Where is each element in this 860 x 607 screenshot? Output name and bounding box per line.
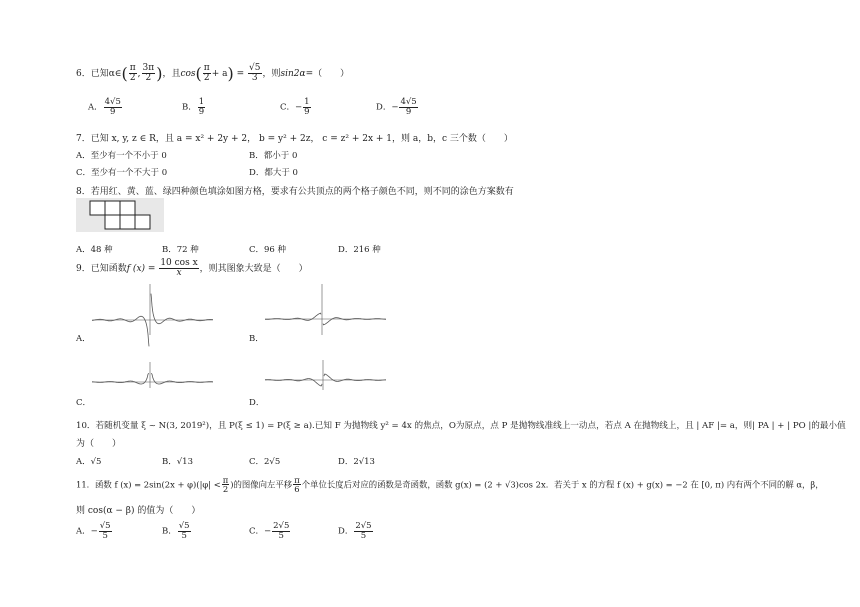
grid-cell xyxy=(120,201,135,215)
q11-stem-line1: 11．函数 f (x) = 2sin(2x + φ)(|φ| < $\frac{\pi}{2}$ )的图像向左平移 $\frac{\pi}{6}$ 个单位长度后对应的函数是奇函数，函数 g(x) = (2 + √3)cos 2x．若关于 x 的方程 f (x) + g(x) = −2 在 [0, π) 内有两个不同的解 α，β， xyxy=(76,475,824,495)
q11-option-c[interactable]: C．− $\frac{2√5}{5}$ xyxy=(249,521,290,541)
q9-option-c-label[interactable]: C． xyxy=(76,398,92,408)
q10-option-c[interactable]: C．2√5 xyxy=(249,457,281,467)
q6-option-a[interactable]: A． $\frac{4√5}{9}$ xyxy=(88,97,121,117)
q10-option-a[interactable]: A．√5 xyxy=(76,457,102,467)
q7-option-b[interactable]: B．都小于 0 xyxy=(249,151,298,161)
q8-option-b[interactable]: B．72 种 xyxy=(162,245,199,255)
q10-stem-line2: 为（ ） xyxy=(76,439,122,449)
q8-option-a[interactable]: A．48 种 xyxy=(76,245,113,255)
q11-option-a[interactable]: A．− $\frac{√5}{5}$ xyxy=(76,521,111,541)
graph-option-b[interactable] xyxy=(263,282,388,337)
grid-cell xyxy=(120,215,135,229)
q6-number: 6． xyxy=(76,69,91,79)
grid-cell xyxy=(90,201,105,215)
grid-cell xyxy=(135,215,150,229)
q7-option-a[interactable]: A．至少有一个不小于 0 xyxy=(76,151,167,161)
q9-option-d-label[interactable]: D． xyxy=(249,398,265,408)
q11-option-b[interactable]: B． $\frac{√5}{5}$ xyxy=(162,521,190,541)
q10-option-b[interactable]: B．√13 xyxy=(162,457,193,467)
q8-option-d[interactable]: D．216 种 xyxy=(338,245,381,255)
q8-stem: 8．若用红、黄、蓝、绿四种颜色填涂如图方格，要求有公共顶点的两个格子颜色不同，则不同的涂色方案数有 xyxy=(76,187,514,197)
grid-cell xyxy=(105,201,120,215)
graph-option-a[interactable] xyxy=(90,282,215,337)
graph-option-c[interactable] xyxy=(90,360,215,390)
q6-option-d[interactable]: D．− $\frac{4√5}{9}$ xyxy=(376,97,417,117)
q6-option-c[interactable]: C．− $\frac{1}{9}$ xyxy=(280,97,310,117)
grid-cell xyxy=(105,215,120,229)
q9-option-b-label[interactable]: B． xyxy=(249,334,264,344)
q10-option-d[interactable]: D．2√13 xyxy=(338,457,375,467)
graph-option-d[interactable] xyxy=(263,358,388,392)
grid-figure xyxy=(76,198,164,232)
q11-option-d[interactable]: D． $\frac{2√5}{5}$ xyxy=(338,521,372,541)
q6-stem: 6．已知α∈( $\frac{\pi}{2}$ , $\frac{3\pi}{2}$ )，且cos( $\frac{\pi}{2}$ + a) = $\frac{√5}{3}$ ，则sin2α=（ ） xyxy=(76,63,350,83)
q6-option-b[interactable]: B． $\frac{1}{9}$ xyxy=(182,97,205,117)
q11-stem-line2: 则 cos(α − β) 的值为（ ） xyxy=(76,506,201,516)
q10-stem-line1: 10．若随机变量 ξ ~ N(3, 2019²)，且 P(ξ ≤ 1) = P(ξ ≥ a).已知 F 为抛物线 y² = 4x 的焦点，O为原点，点 P 是抛物线准线上一动点，若点 A 在抛物线上，且 | AF |= a，则| PA | + | PO |的最小值 xyxy=(76,421,846,431)
q8-option-c[interactable]: C．96 种 xyxy=(249,245,287,255)
q9-option-a-label[interactable]: A． xyxy=(76,334,91,344)
q7-option-d[interactable]: D．都大于 0 xyxy=(249,168,298,178)
q7-option-c[interactable]: C．至少有一个不大于 0 xyxy=(76,168,168,178)
q9-stem: 9．已知函数f (x) = $\frac{\text{10 cos x}}{x}$ ，则其图象大致是（ ） xyxy=(76,258,308,278)
q7-stem: 7．已知 x, y, z ∈ R，且 a = x² + 2y + 2， b = y² + 2z， c = z² + 2x + 1，则 a，b，c 三个数（ ） xyxy=(76,134,513,144)
function-curve xyxy=(92,374,213,384)
